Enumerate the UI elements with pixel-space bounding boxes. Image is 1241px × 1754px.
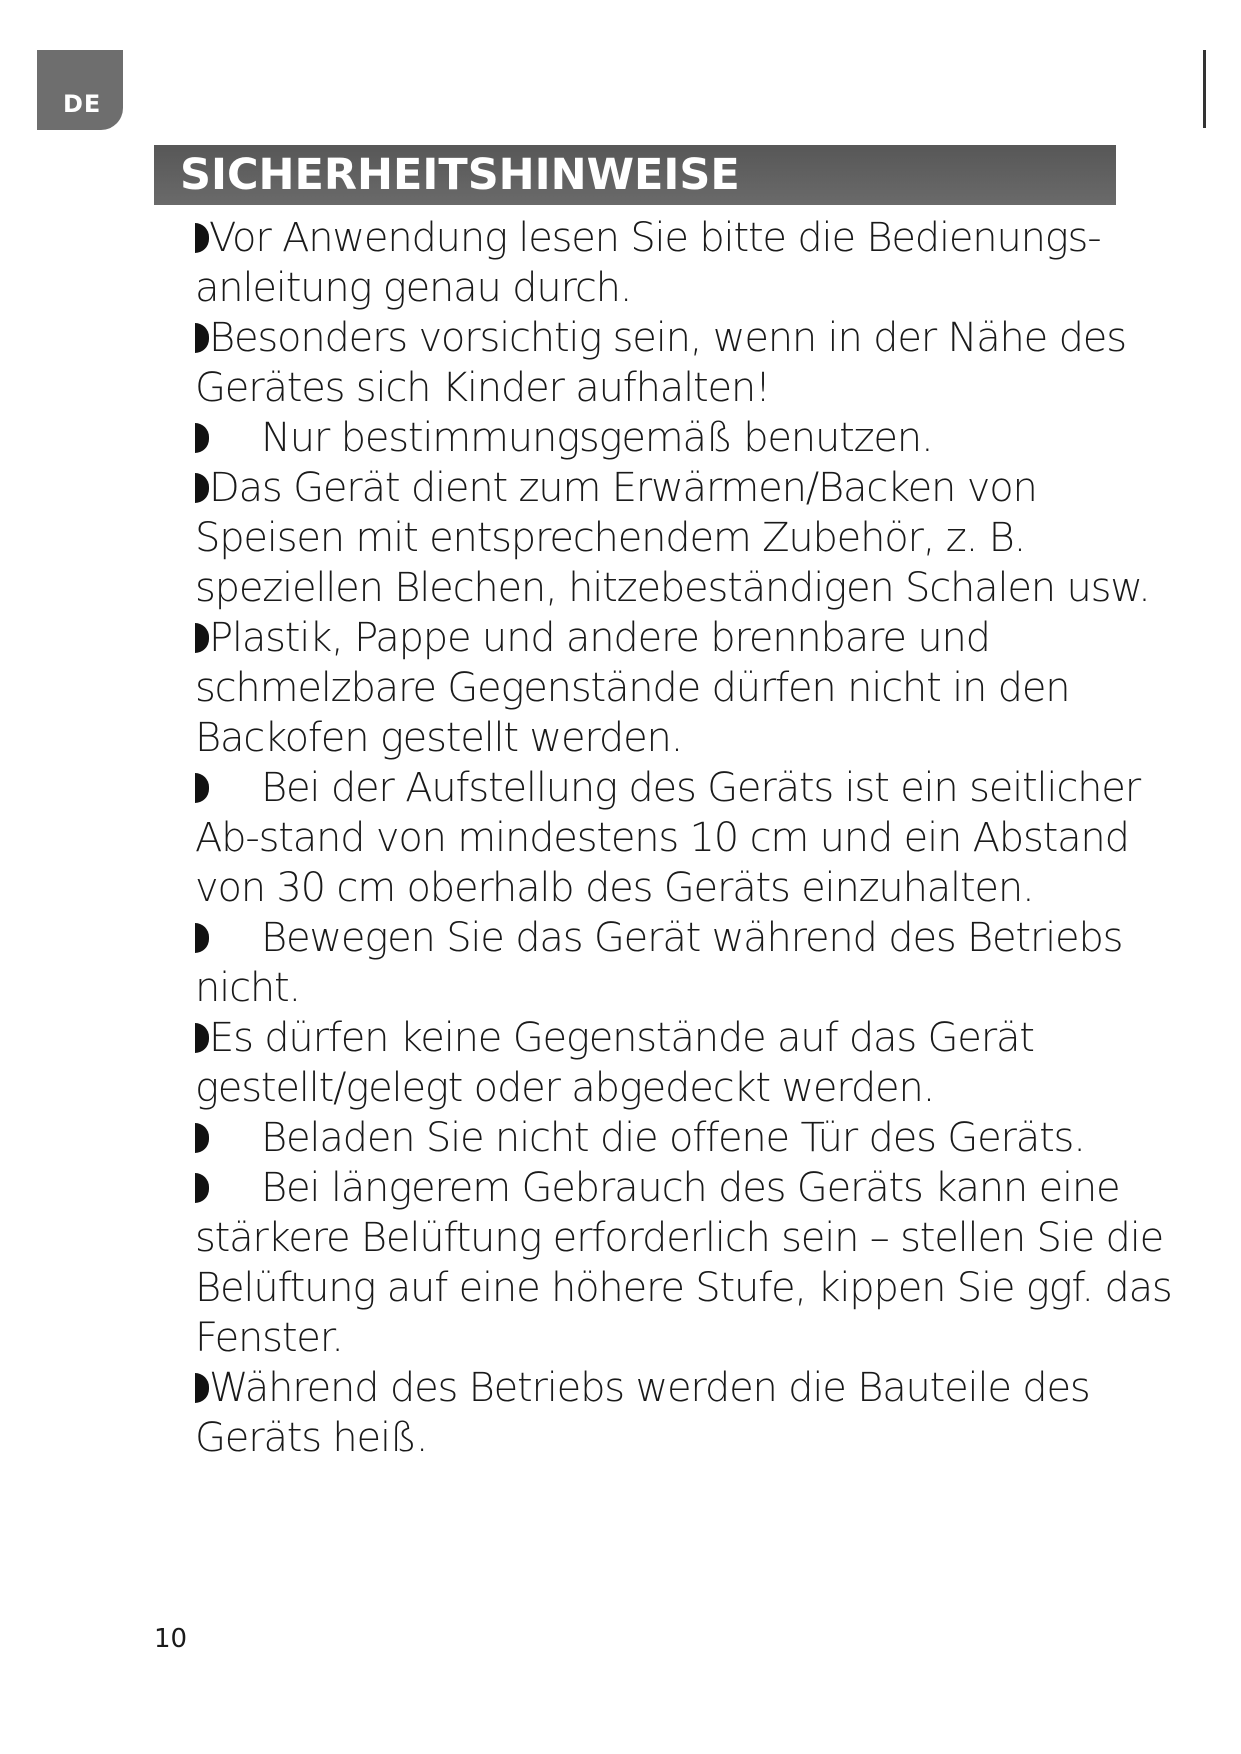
list-item-text: Vor Anwendung lesen Sie bitte die Bedienungs-anleitung genau durch.: [195, 215, 1101, 311]
list-item-text: Bei längerem Gebrauch des Geräts kann eine stärkere Belüftung erforderlich sein – stellen Sie die Belüftung auf eine höhere Stufe, kippen Sie ggf. das Fenster.: [195, 1165, 1172, 1361]
safety-instructions-list: [195, 213, 1195, 1463]
corner-divider: [1203, 50, 1206, 128]
list-item-text: Das Gerät dient zum Erwärmen/Backen von Speisen mit entsprechendem Zubehör, z. B. speziellen Blechen, hitzebeständigen Schalen usw.: [195, 465, 1150, 611]
list-item-text: Beladen Sie nicht die offene Tür des Geräts.: [261, 1115, 1085, 1161]
bullet-icon: [195, 923, 209, 953]
bullet-icon: [195, 1123, 209, 1153]
list-item: [195, 213, 1195, 313]
bullet-icon: [195, 1173, 209, 1203]
list-item: [195, 1363, 1195, 1463]
list-item-text: Besonders vorsichtig sein, wenn in der Nähe des Gerätes sich Kinder aufhalten!: [195, 315, 1126, 411]
page-number: 10: [154, 1624, 188, 1654]
list-item: [195, 313, 1195, 413]
bullet-icon: [195, 1023, 209, 1053]
list-item-text: Bewegen Sie das Gerät während des Betriebs nicht.: [195, 915, 1123, 1011]
list-item-text: Plastik, Pappe und andere brennbare und schmelzbare Gegenstände dürfen nicht in den Backofen gestellt werden.: [195, 615, 1070, 761]
list-item: [195, 1113, 1195, 1163]
bullet-icon: [195, 223, 209, 253]
language-tab: DE: [37, 50, 123, 130]
list-item-text: Bei der Aufstellung des Geräts ist ein seitlicher Ab-stand von mindestens 10 cm und ein Abstand von 30 cm oberhalb des Geräts einzuhalten.: [195, 765, 1140, 911]
list-item: [195, 913, 1195, 1013]
list-item-text: Nur bestimmungsgemäß benutzen.: [261, 415, 933, 461]
list-item: [195, 463, 1195, 613]
list-item: [195, 1163, 1195, 1363]
bullet-icon: [195, 623, 209, 653]
bullet-icon: [195, 1373, 209, 1403]
bullet-icon: [195, 473, 209, 503]
list-item: [195, 1013, 1195, 1113]
list-item: [195, 413, 1195, 463]
list-item-text: Es dürfen keine Gegenstände auf das Gerät gestellt/gelegt oder abgedeckt werden.: [195, 1015, 1034, 1111]
bullet-icon: [195, 323, 209, 353]
bullet-icon: [195, 423, 209, 453]
list-item: [195, 763, 1195, 913]
list-item: [195, 613, 1195, 763]
section-title: SICHERHEITSHINWEISE: [154, 145, 1116, 205]
list-item-text: Während des Betriebs werden die Bauteile des Geräts heiß.: [195, 1365, 1090, 1461]
bullet-icon: [195, 773, 209, 803]
